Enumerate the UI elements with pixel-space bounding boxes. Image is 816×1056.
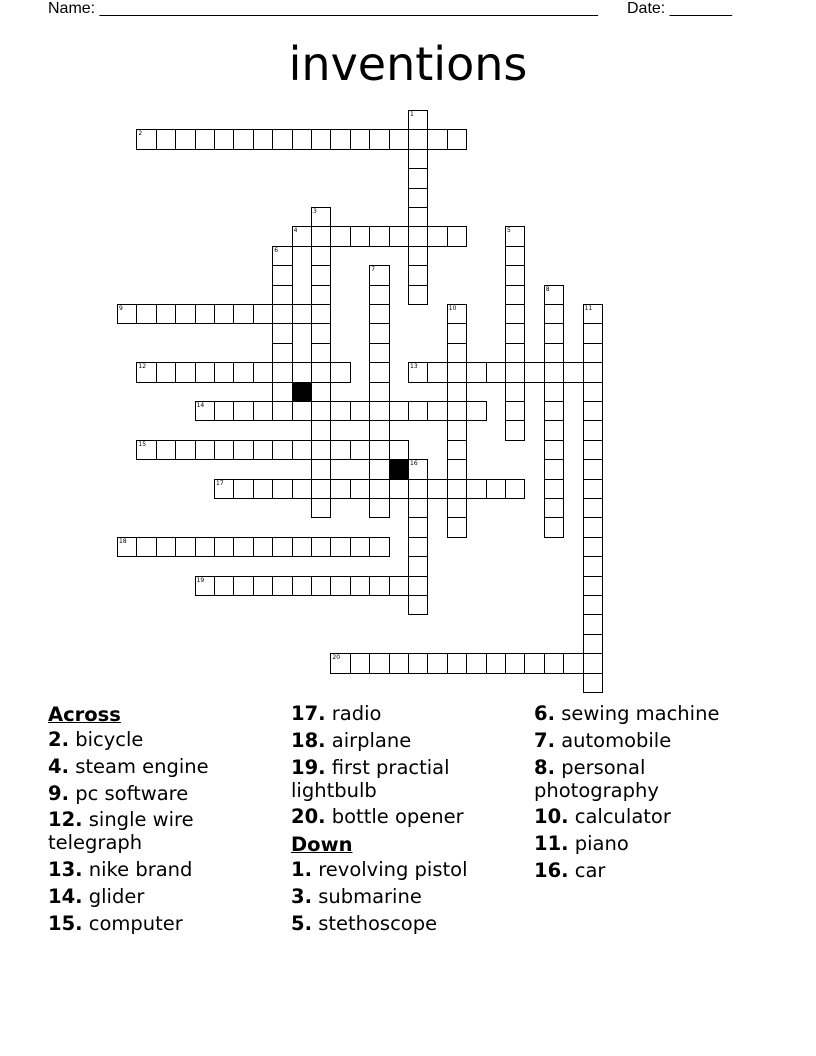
- grid-cell[interactable]: [350, 226, 370, 246]
- grid-cell[interactable]: [292, 362, 312, 382]
- name-blank[interactable]: ________________________________________________________: [95, 0, 598, 17]
- grid-cell[interactable]: [408, 129, 428, 149]
- grid-cell[interactable]: [505, 479, 525, 499]
- grid-cell[interactable]: [505, 265, 525, 285]
- clue-number: 18: [119, 537, 127, 545]
- grid-cell[interactable]: [466, 479, 486, 499]
- grid-cell[interactable]: [311, 440, 331, 460]
- grid-cell[interactable]: [427, 129, 447, 149]
- grid-cell[interactable]: [311, 362, 331, 382]
- grid-cell[interactable]: [311, 401, 331, 421]
- grid-cell[interactable]: [350, 479, 370, 499]
- grid-cell[interactable]: [311, 207, 331, 227]
- grid-cell[interactable]: [583, 382, 603, 402]
- grid-cell[interactable]: [583, 440, 603, 460]
- grid-cell[interactable]: [427, 401, 447, 421]
- grid-cell[interactable]: [350, 653, 370, 673]
- clue-down-5: 5. stethoscope: [291, 911, 438, 935]
- grid-cell[interactable]: [292, 226, 312, 246]
- grid-cell[interactable]: [408, 188, 428, 208]
- grid-cell[interactable]: [408, 226, 428, 246]
- grid-cell[interactable]: [408, 479, 428, 499]
- grid-cell[interactable]: [214, 401, 234, 421]
- clue-number: 7: [371, 266, 376, 274]
- grid-cell[interactable]: [563, 362, 583, 382]
- grid-cell[interactable]: [272, 382, 292, 402]
- grid-cell[interactable]: [583, 614, 603, 634]
- grid-cell[interactable]: [253, 440, 273, 460]
- grid-cell[interactable]: [369, 343, 389, 363]
- grid-cell[interactable]: [505, 246, 525, 266]
- clue-number: 5: [507, 227, 511, 235]
- clue-number: 14: [196, 402, 205, 409]
- grid-cell[interactable]: [369, 265, 389, 285]
- date-blank[interactable]: _______: [665, 0, 732, 17]
- grid-cell[interactable]: [156, 362, 176, 382]
- grid-cell[interactable]: [156, 304, 176, 324]
- clue-number: 6: [274, 246, 279, 254]
- grid-cell[interactable]: [447, 362, 467, 382]
- grid-cell[interactable]: [505, 323, 525, 343]
- grid-cell[interactable]: [369, 479, 389, 499]
- grid-cell[interactable]: [544, 653, 564, 673]
- grid-cell[interactable]: [292, 479, 312, 499]
- grid-cell[interactable]: [214, 479, 234, 499]
- grid-cell[interactable]: [408, 149, 428, 169]
- grid-cell[interactable]: [583, 634, 603, 654]
- grid-cell[interactable]: [544, 323, 564, 343]
- grid-cell[interactable]: [583, 673, 603, 693]
- grid-cell[interactable]: [272, 304, 292, 324]
- grid-cell[interactable]: [544, 285, 564, 305]
- grid-cell[interactable]: [272, 401, 292, 421]
- grid-cell[interactable]: [447, 420, 467, 440]
- grid-cell[interactable]: [505, 401, 525, 421]
- grid-cell[interactable]: [292, 440, 312, 460]
- grid-cell[interactable]: [156, 537, 176, 557]
- grid-cell[interactable]: [272, 440, 292, 460]
- grid-cell[interactable]: [466, 362, 486, 382]
- grid-cell[interactable]: [369, 401, 389, 421]
- clue-across-14: 14. glider: [48, 884, 145, 908]
- clue-across-2: 2. bicycle: [48, 728, 144, 751]
- grid-cell[interactable]: [272, 285, 292, 305]
- grid-cell[interactable]: [330, 440, 350, 460]
- grid-cell[interactable]: [233, 537, 253, 557]
- grid-cell[interactable]: [311, 576, 331, 596]
- grid-cell[interactable]: [408, 168, 428, 188]
- grid-cell[interactable]: [544, 362, 564, 382]
- grid-cell[interactable]: [330, 401, 350, 421]
- grid-cell[interactable]: [311, 129, 331, 149]
- grid-cell[interactable]: [330, 129, 350, 149]
- grid-cell[interactable]: [195, 362, 215, 382]
- grid-cell[interactable]: [195, 401, 215, 421]
- grid-cell[interactable]: [214, 440, 234, 460]
- grid-cell[interactable]: [505, 653, 525, 673]
- grid-cell[interactable]: [544, 304, 564, 324]
- grid-cell[interactable]: [447, 498, 467, 518]
- grid-cell[interactable]: [195, 129, 215, 149]
- grid-cell[interactable]: [427, 479, 447, 499]
- grid-cell[interactable]: [175, 304, 195, 324]
- grid-cell[interactable]: [272, 323, 292, 343]
- grid-cell[interactable]: [292, 129, 312, 149]
- grid-cell[interactable]: [447, 226, 467, 246]
- grid-cell[interactable]: [505, 304, 525, 324]
- grid-cell[interactable]: [583, 401, 603, 421]
- grid-cell[interactable]: [524, 653, 544, 673]
- clue-number: 9: [119, 305, 123, 312]
- grid-cell[interactable]: [447, 479, 467, 499]
- grid-cell[interactable]: [350, 401, 370, 421]
- clue-column-2: [291, 702, 531, 939]
- grid-cell[interactable]: [233, 440, 253, 460]
- grid-cell[interactable]: [389, 129, 409, 149]
- grid-cell[interactable]: [311, 479, 331, 499]
- grid-cell[interactable]: [253, 479, 273, 499]
- date-label: Date:: [627, 0, 666, 17]
- grid-cell[interactable]: [330, 653, 350, 673]
- clue-down-3: 3. submarine: [291, 884, 422, 908]
- grid-cell[interactable]: [447, 304, 467, 324]
- clue-down-10: 10. calculator: [534, 805, 671, 829]
- grid-cell[interactable]: [311, 246, 331, 266]
- grid-cell[interactable]: [447, 401, 467, 421]
- grid-cell[interactable]: [369, 382, 389, 402]
- clue-down-6: 6. sewing machine: [534, 702, 720, 725]
- grid-cell[interactable]: [583, 576, 603, 596]
- grid-cell[interactable]: [544, 517, 564, 537]
- grid-cell[interactable]: [311, 323, 331, 343]
- grid-cell[interactable]: [233, 576, 253, 596]
- grid-cell[interactable]: [544, 479, 564, 499]
- grid-cell[interactable]: [544, 459, 564, 479]
- grid-cell[interactable]: [389, 440, 409, 460]
- grid-cell[interactable]: [233, 401, 253, 421]
- grid-cell[interactable]: [389, 401, 409, 421]
- grid-cell[interactable]: [408, 537, 428, 557]
- grid-cell[interactable]: [233, 362, 253, 382]
- grid-cell[interactable]: [505, 343, 525, 363]
- grid-cell[interactable]: [408, 246, 428, 266]
- grid-cell[interactable]: [583, 323, 603, 343]
- grid-cell[interactable]: [505, 285, 525, 305]
- grid-cell[interactable]: [136, 129, 156, 149]
- grid-cell[interactable]: [389, 479, 409, 499]
- grid-cell[interactable]: [447, 517, 467, 537]
- grid-cell[interactable]: [136, 304, 156, 324]
- grid-cell[interactable]: [233, 479, 253, 499]
- clue-across-12: 12. single wire telegraph: [48, 808, 194, 855]
- clue-number: 16: [410, 460, 418, 468]
- clue-number: 4: [293, 227, 298, 235]
- grid-cell[interactable]: [583, 595, 603, 615]
- grid-cell[interactable]: [253, 362, 273, 382]
- grid-cell[interactable]: [408, 653, 428, 673]
- grid-cell[interactable]: [369, 362, 389, 382]
- clue-across-4: 4. steam engine: [48, 754, 209, 778]
- grid-cell[interactable]: [544, 343, 564, 363]
- grid-cell[interactable]: [408, 285, 428, 305]
- grid-cell[interactable]: [583, 362, 603, 382]
- grid-cell[interactable]: [583, 304, 603, 324]
- grid-cell[interactable]: [563, 653, 583, 673]
- grid-cell[interactable]: [447, 323, 467, 343]
- clue-across-13: 13. nike brand: [48, 858, 193, 882]
- grid-cell[interactable]: [544, 401, 564, 421]
- clue-number: 1: [410, 111, 414, 118]
- name-label: Name:: [48, 0, 96, 17]
- grid-cell[interactable]: [369, 420, 389, 440]
- grid-cell[interactable]: [447, 382, 467, 402]
- grid-cell[interactable]: [544, 382, 564, 402]
- grid-cell[interactable]: [369, 129, 389, 149]
- grid-cell[interactable]: [292, 304, 312, 324]
- grid-cell[interactable]: [427, 362, 447, 382]
- grid-cell[interactable]: [117, 537, 137, 557]
- grid-cell[interactable]: [272, 343, 292, 363]
- clue-down-1: 1. revolving pistol: [291, 858, 468, 882]
- grid-cell[interactable]: [583, 556, 603, 576]
- clue-across-18: 18. airplane: [291, 728, 412, 752]
- grid-cell[interactable]: [253, 537, 273, 557]
- grid-cell[interactable]: [408, 265, 428, 285]
- clue-number: 19: [196, 576, 205, 584]
- grid-cell[interactable]: [408, 556, 428, 576]
- grid-cell[interactable]: [214, 576, 234, 596]
- grid-cell[interactable]: [136, 440, 156, 460]
- grid-cell[interactable]: [311, 498, 331, 518]
- grid-cell[interactable]: [447, 653, 467, 673]
- grid-cell[interactable]: [369, 459, 389, 479]
- grid-cell[interactable]: [350, 440, 370, 460]
- grid-cell[interactable]: [369, 537, 389, 557]
- grid-cell[interactable]: [233, 129, 253, 149]
- grid-cell[interactable]: [330, 362, 350, 382]
- grid-cell[interactable]: [505, 362, 525, 382]
- grid-cell[interactable]: [583, 653, 603, 673]
- black-cell: [389, 459, 409, 479]
- clue-down-11: 11. piano: [534, 832, 629, 856]
- grid-cell[interactable]: [292, 401, 312, 421]
- grid-cell[interactable]: [408, 595, 428, 615]
- grid-cell[interactable]: [272, 265, 292, 285]
- grid-cell[interactable]: [175, 537, 195, 557]
- grid-cell[interactable]: [408, 207, 428, 227]
- black-cell: [292, 382, 312, 402]
- grid-cell[interactable]: [389, 226, 409, 246]
- grid-cell[interactable]: [408, 362, 428, 382]
- grid-cell[interactable]: [369, 304, 389, 324]
- clue-across-19: 19. first practial lightbulb: [291, 755, 450, 802]
- grid-cell[interactable]: [408, 110, 428, 130]
- grid-cell[interactable]: [311, 226, 331, 246]
- grid-cell[interactable]: [583, 343, 603, 363]
- grid-cell[interactable]: [272, 537, 292, 557]
- grid-cell[interactable]: [330, 479, 350, 499]
- grid-cell[interactable]: [156, 440, 176, 460]
- grid-cell[interactable]: [253, 401, 273, 421]
- clue-across-15: 15. computer: [48, 911, 183, 935]
- down-heading: Down: [291, 833, 353, 857]
- grid-cell[interactable]: [214, 537, 234, 557]
- grid-cell[interactable]: [427, 226, 447, 246]
- grid-cell[interactable]: [330, 226, 350, 246]
- across-heading: Across: [48, 703, 121, 726]
- grid-cell[interactable]: [369, 440, 389, 460]
- grid-cell[interactable]: [505, 226, 525, 246]
- grid-cell[interactable]: [253, 304, 273, 324]
- grid-cell[interactable]: [544, 420, 564, 440]
- grid-cell[interactable]: [136, 362, 156, 382]
- grid-cell[interactable]: [311, 459, 331, 479]
- clue-number: 3: [313, 208, 317, 215]
- grid-cell[interactable]: [350, 537, 370, 557]
- clue-across-9: 9. pc software: [48, 781, 189, 805]
- grid-cell[interactable]: [175, 362, 195, 382]
- grid-cell[interactable]: [136, 537, 156, 557]
- grid-cell[interactable]: [214, 304, 234, 324]
- grid-cell[interactable]: [369, 285, 389, 305]
- grid-cell[interactable]: [583, 420, 603, 440]
- grid-cell[interactable]: [583, 537, 603, 557]
- grid-cell[interactable]: [524, 362, 544, 382]
- grid-cell[interactable]: [195, 304, 215, 324]
- grid-cell[interactable]: [311, 420, 331, 440]
- grid-cell[interactable]: [369, 576, 389, 596]
- clue-number: 11: [584, 305, 593, 312]
- grid-cell[interactable]: [505, 420, 525, 440]
- grid-cell[interactable]: [175, 129, 195, 149]
- page-title: inventions: [288, 37, 528, 91]
- grid-cell[interactable]: [447, 440, 467, 460]
- grid-cell[interactable]: [389, 576, 409, 596]
- grid-cell[interactable]: [408, 498, 428, 518]
- grid-cell[interactable]: [311, 285, 331, 305]
- grid-cell[interactable]: [486, 653, 506, 673]
- grid-cell[interactable]: [233, 304, 253, 324]
- grid-cell[interactable]: [175, 440, 195, 460]
- grid-cell[interactable]: [156, 129, 176, 149]
- grid-cell[interactable]: [466, 653, 486, 673]
- grid-cell[interactable]: [195, 440, 215, 460]
- grid-cell[interactable]: [486, 362, 506, 382]
- clue-across-17: 17. radio: [291, 702, 382, 725]
- grid-cell[interactable]: [330, 576, 350, 596]
- grid-cell[interactable]: [505, 382, 525, 402]
- grid-cell[interactable]: [292, 576, 312, 596]
- grid-cell[interactable]: [311, 343, 331, 363]
- grid-cell[interactable]: [272, 576, 292, 596]
- grid-cell[interactable]: [389, 653, 409, 673]
- grid-cell[interactable]: [350, 576, 370, 596]
- grid-cell[interactable]: [311, 382, 331, 402]
- grid-cell[interactable]: [214, 362, 234, 382]
- grid-cell[interactable]: [369, 498, 389, 518]
- grid-cell[interactable]: [583, 498, 603, 518]
- grid-cell[interactable]: [311, 537, 331, 557]
- clue-down-8: 8. personal photography: [534, 755, 659, 802]
- grid-cell[interactable]: [214, 129, 234, 149]
- grid-cell[interactable]: [408, 576, 428, 596]
- grid-cell[interactable]: [253, 129, 273, 149]
- grid-cell[interactable]: [369, 226, 389, 246]
- clue-column-3: [534, 702, 774, 886]
- grid-cell[interactable]: [544, 498, 564, 518]
- grid-cell[interactable]: [544, 440, 564, 460]
- grid-cell[interactable]: [369, 653, 389, 673]
- clue-number: 17: [216, 479, 224, 487]
- grid-cell[interactable]: [408, 517, 428, 537]
- grid-cell[interactable]: [447, 459, 467, 479]
- clue-down-16: 16. car: [534, 858, 606, 882]
- clue-number: 13: [410, 363, 418, 371]
- clue-column-1: [48, 702, 288, 939]
- clue-number: 2: [138, 130, 143, 138]
- grid-cell[interactable]: [427, 653, 447, 673]
- grid-cell[interactable]: [583, 517, 603, 537]
- grid-cell[interactable]: [583, 479, 603, 499]
- grid-cell[interactable]: [447, 343, 467, 363]
- clue-number: 8: [545, 285, 550, 293]
- clue-down-7: 7. automobile: [534, 728, 672, 752]
- grid-cell[interactable]: [117, 304, 137, 324]
- grid-cell[interactable]: [195, 537, 215, 557]
- grid-cell[interactable]: [195, 576, 215, 596]
- grid-cell[interactable]: [408, 459, 428, 479]
- clue-number: 10: [448, 305, 457, 312]
- grid-cell[interactable]: [311, 265, 331, 285]
- grid-cell[interactable]: [272, 246, 292, 266]
- clue-across-20: 20. bottle opener: [291, 805, 464, 829]
- grid-cell[interactable]: [369, 323, 389, 343]
- grid-cell[interactable]: [253, 576, 273, 596]
- grid-cell[interactable]: [272, 129, 292, 149]
- grid-cell[interactable]: [272, 362, 292, 382]
- grid-cell[interactable]: [486, 479, 506, 499]
- grid-cell[interactable]: [292, 537, 312, 557]
- grid-cell[interactable]: [408, 401, 428, 421]
- clue-number: 15: [138, 440, 147, 448]
- clue-number: 12: [138, 363, 147, 371]
- grid-cell[interactable]: [447, 129, 467, 149]
- grid-cell[interactable]: [583, 459, 603, 479]
- grid-cell[interactable]: [350, 129, 370, 149]
- grid-cell[interactable]: [311, 304, 331, 324]
- grid-cell[interactable]: [330, 537, 350, 557]
- clue-number: 20: [332, 654, 341, 662]
- grid-cell[interactable]: [272, 479, 292, 499]
- grid-cell[interactable]: [466, 401, 486, 421]
